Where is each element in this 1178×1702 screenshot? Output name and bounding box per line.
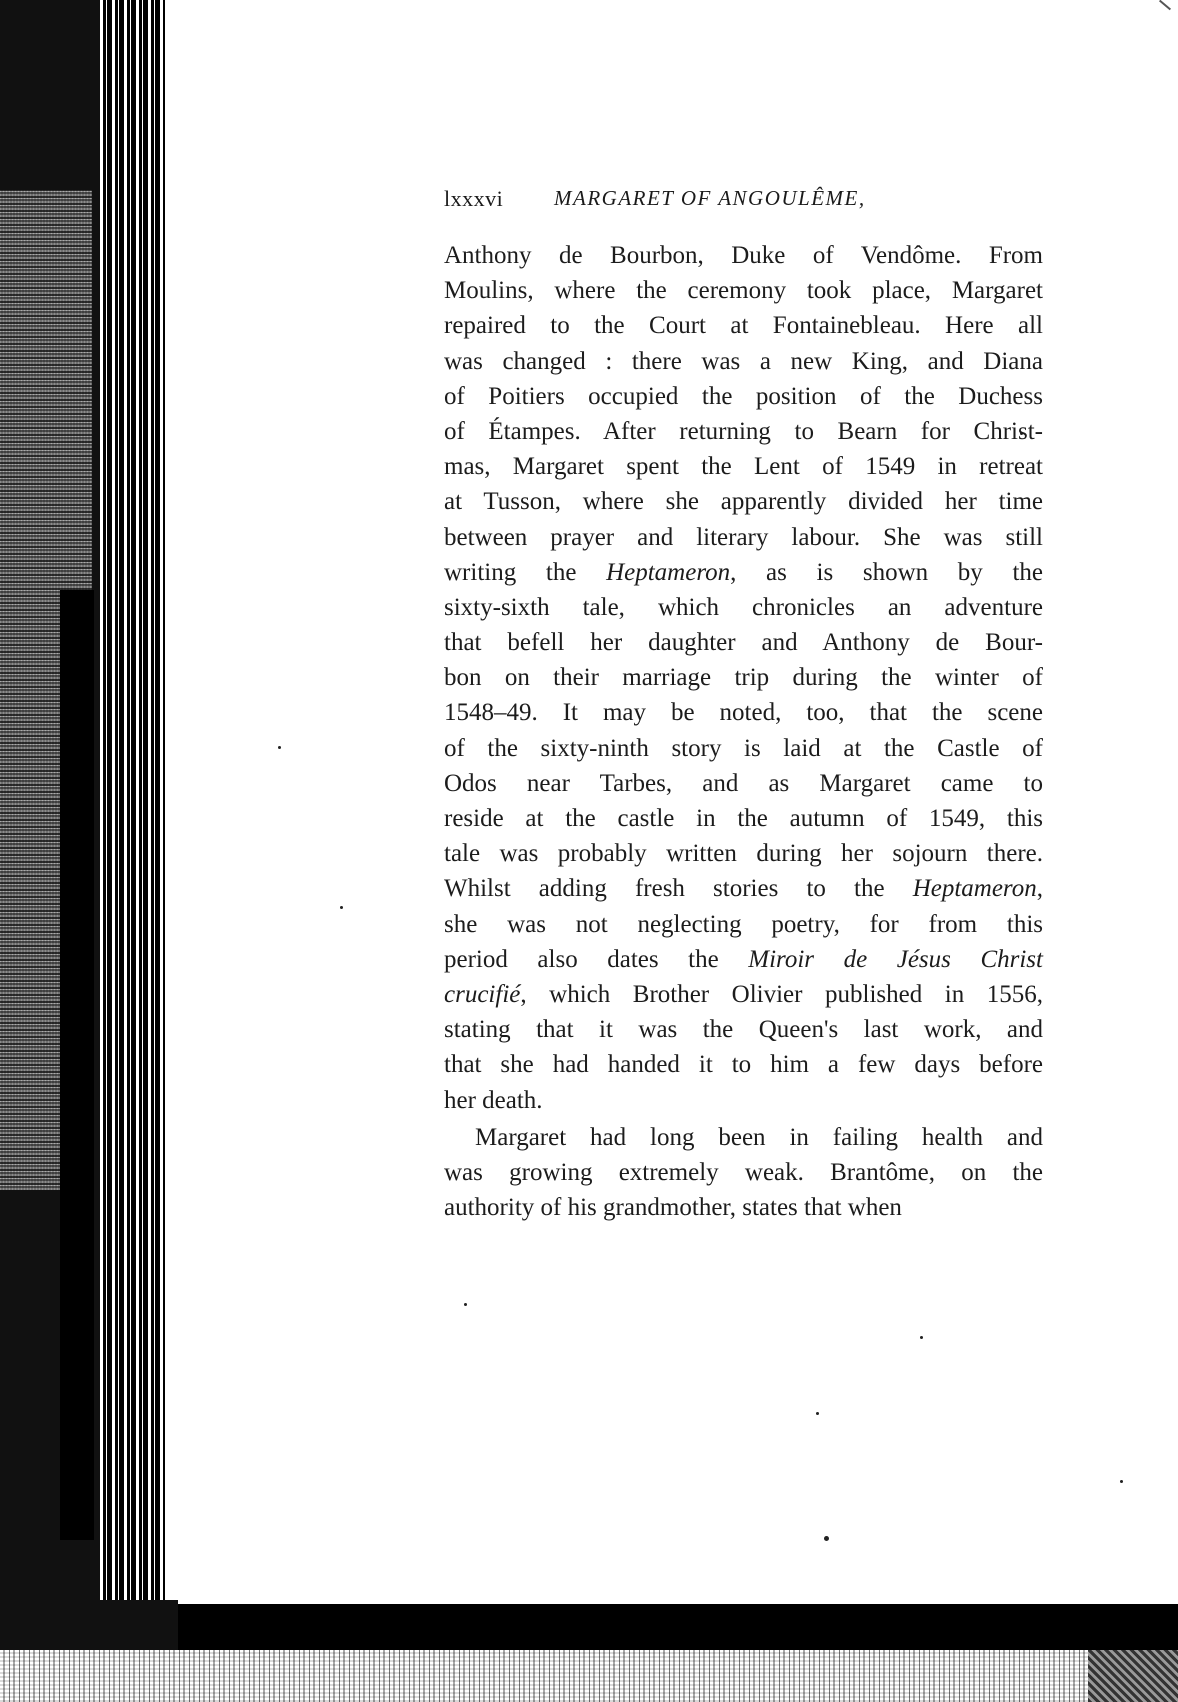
text-line — [444, 449, 1043, 484]
text-run: , which Brother Olivier published in 1556, — [520, 980, 1043, 1008]
text-run: 1548–49. It may be noted, too, that the scene — [444, 699, 1043, 727]
text-line — [444, 484, 1043, 519]
page-number: lxxxvi — [444, 186, 504, 211]
text-line — [444, 1083, 1043, 1118]
text-run: Margaret had long been in failing health and — [475, 1123, 1043, 1151]
text-line — [444, 907, 1043, 942]
paragraph — [444, 238, 1043, 1118]
text-run: that she had handed it to him a few days before — [444, 1051, 1043, 1079]
text-line — [444, 731, 1043, 766]
text-run: of Poitiers occupied the position of the Duchess — [444, 382, 1043, 410]
italic-title: crucifié — [444, 980, 521, 1008]
text-run: Anthony de Bourbon, Duke of Vendôme. From — [444, 242, 1043, 269]
text-run: was growing extremely weak. Brantôme, on the — [444, 1158, 1043, 1186]
body-text — [444, 238, 1043, 1225]
text-line — [444, 766, 1043, 801]
text-line — [444, 1190, 1043, 1225]
stray-dot — [824, 1536, 829, 1541]
text-run: Whilst adding fresh stories to the — [444, 875, 913, 903]
text-run: authority of his grandmother, states that when — [444, 1194, 902, 1222]
text-run: was changed : there was a new King, and Diana — [444, 347, 1043, 375]
text-run: tale was probably written during her sojourn there. — [444, 840, 1043, 868]
text-run: Moulins, where the ceremony took place, Margaret — [444, 277, 1043, 305]
text-run: between prayer and literary labour. She was still — [444, 523, 1043, 551]
text-line — [444, 238, 1043, 273]
text-run: that befell her daughter and Anthony de Bour- — [444, 629, 1043, 657]
text-line — [444, 942, 1043, 977]
text-line — [444, 308, 1043, 343]
text-line — [444, 1155, 1043, 1190]
text-line — [444, 1012, 1043, 1047]
text-line — [444, 695, 1043, 730]
running-head — [444, 186, 1064, 216]
text-line — [444, 273, 1043, 308]
text-run: stating that it was the Queen's last work, and — [444, 1016, 1043, 1044]
text-line — [444, 344, 1043, 379]
stray-dot — [920, 1336, 923, 1339]
text-run: reside at the castle in the autumn of 1549, this — [444, 805, 1043, 832]
text-run: bon on their marriage trip during the winter of — [444, 664, 1043, 692]
text-run: she was not neglecting poetry, for from this — [444, 910, 1043, 938]
italic-title: Heptameron — [912, 875, 1037, 903]
text-line — [444, 625, 1043, 660]
stray-dot — [464, 1303, 467, 1306]
text-line — [444, 520, 1043, 555]
stray-dot — [1120, 1480, 1123, 1483]
text-run: , as is shown by the — [730, 558, 1043, 586]
text-run: mas, Margaret spent the Lent of 1549 in retreat — [444, 453, 1043, 481]
text-run: sixty-sixth tale, which chronicles an adventure — [444, 593, 1043, 621]
text-line — [444, 555, 1043, 590]
corner-mark — [1159, 0, 1171, 10]
text-line — [444, 660, 1043, 695]
text-line — [444, 801, 1043, 836]
text-run: , — [1036, 875, 1043, 903]
italic-title: Miroir de Jésus Christ — [748, 945, 1043, 973]
italic-title: Heptameron — [606, 558, 731, 586]
text-run: period also dates the — [444, 945, 749, 973]
text-run: writing the — [444, 558, 607, 586]
gutter-shadow — [60, 590, 94, 1540]
text-run: of the sixty-ninth story is laid at the Castle of — [444, 734, 1043, 762]
text-line — [444, 414, 1043, 449]
running-title: MARGARET OF ANGOULÊME, — [554, 186, 866, 210]
page-inner-margin — [165, 0, 178, 1600]
stray-dot — [278, 746, 281, 749]
text-line — [444, 379, 1043, 414]
text-line — [444, 836, 1043, 871]
stray-dot — [340, 906, 343, 909]
text-line — [444, 871, 1043, 906]
corner-blot — [1088, 1650, 1178, 1702]
text-line — [444, 1120, 1043, 1155]
text-run: her death. — [444, 1086, 543, 1114]
text-run: of Étampes. After returning to Bearn for Christ- — [444, 417, 1043, 445]
text-run: at Tusson, where she apparently divided her time — [444, 488, 1043, 516]
stray-dot — [816, 1412, 819, 1415]
text-run: Odos near Tarbes, and as Margaret came to — [444, 769, 1043, 797]
text-line — [444, 977, 1043, 1012]
book-binding-gutter — [0, 0, 178, 1702]
paragraph — [444, 1120, 1043, 1226]
text-line — [444, 1047, 1043, 1082]
text-line — [444, 590, 1043, 625]
bottom-scan-edge — [0, 1650, 1178, 1702]
text-run: repaired to the Court at Fontainebleau. Here all — [444, 312, 1043, 340]
